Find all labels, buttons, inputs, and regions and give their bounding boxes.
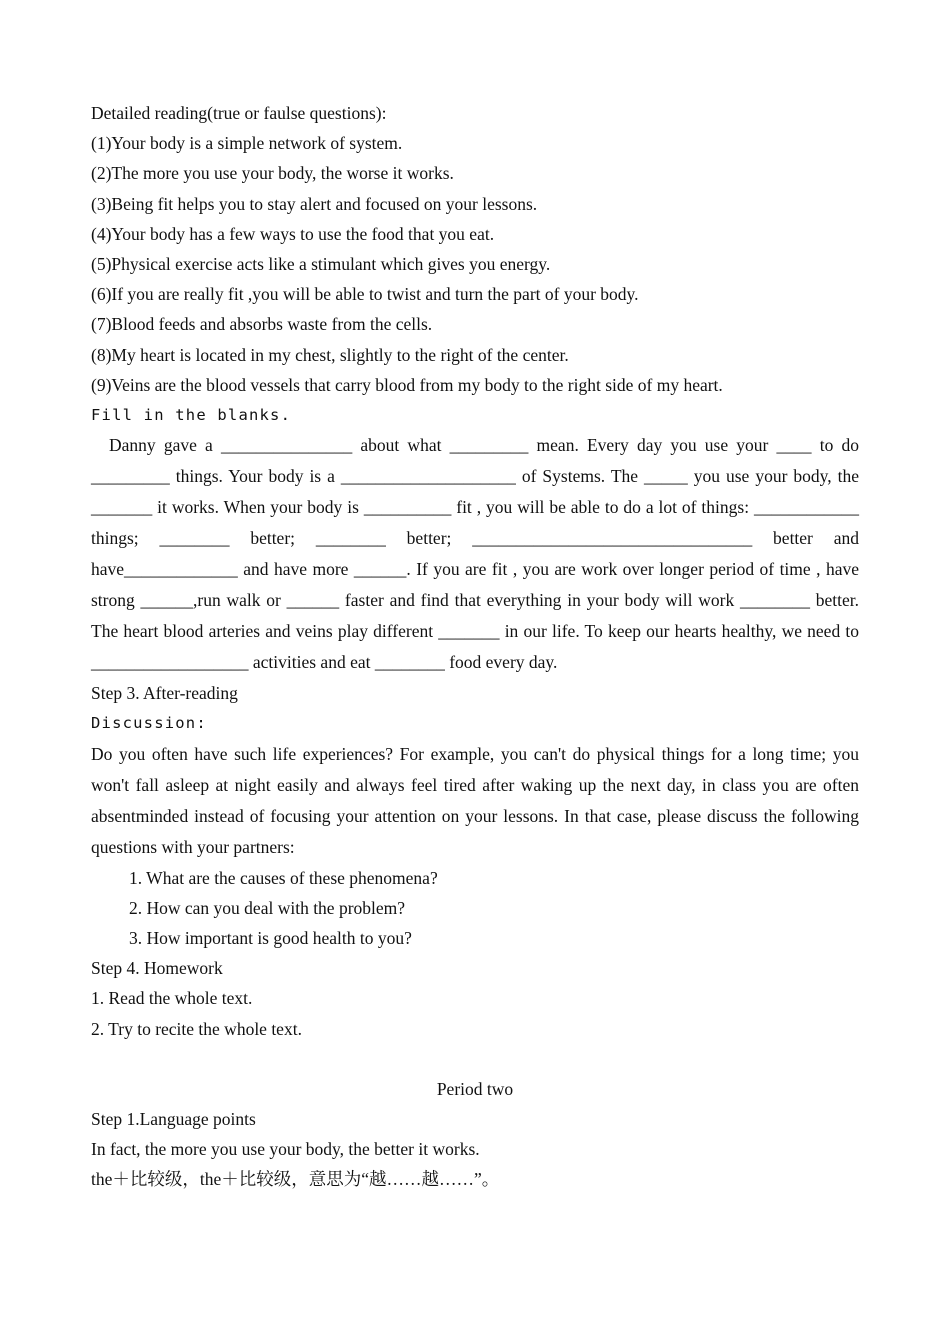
fill-blanks-paragraph: Danny gave a _______________ about what _________ mean. Every day you use your ____ to do _________ things. Your body is a ____________________ of Systems. The _____ you use your body, the _______ it works. When your body is __________ fit , you will be able to do a lot of things: ____________ things; ________ better; ________ better; ________________________________ better and have_____________ and have more ______. If you are fit , you are work over longer period of time , have strong ______,run walk or ______ faster and find that everything in your body will work ________ better. The heart blood arteries and veins play different _______ in our life. To keep our hearts healthy, we need to __________________ activities and eat ________ food every day. xyxy=(91,435,859,673)
question-item: (7)Blood feeds and absorbs waste from the cells. xyxy=(91,314,433,335)
example-sentence: In fact, the more you use your body, the better it works. xyxy=(91,1139,480,1160)
question-item: (6)If you are really fit ,you will be able to twist and turn the part of your body. xyxy=(91,284,639,305)
detailed-reading-heading: Detailed reading(true or faulse questions): xyxy=(91,103,387,123)
discussion-paragraph: Do you often have such life experiences? For example, you can't do physical things for a long time; you won't fall asleep at night easily and always feel tired after waking up the next day, in class you are often absentminded instead of focusing your attention on your lessons. In that case, please discuss the following questions with your partners: xyxy=(91,743,859,857)
period-two-title: Period two xyxy=(436,1078,514,1099)
homework-item: 1. Read the whole text. xyxy=(91,988,253,1009)
blank-line xyxy=(91,1044,859,1074)
question-item: (3)Being fit helps you to stay alert and focused on your lessons. xyxy=(91,193,538,214)
homework-item: 2. Try to recite the whole text. xyxy=(91,1018,302,1039)
step3-heading: Step 3. After-reading xyxy=(91,683,238,704)
document-page xyxy=(91,98,859,1195)
fill-blanks-heading: Fill in the blanks. xyxy=(91,406,292,425)
language-points-heading: Step 1.Language points xyxy=(91,1109,256,1130)
question-item: (9)Veins are the blood vessels that carry blood from my body to the right side of my heart. xyxy=(91,374,723,395)
question-item: (5)Physical exercise acts like a stimulant which gives you energy. xyxy=(91,254,551,275)
discussion-question: 3. How important is good health to you? xyxy=(129,928,412,949)
question-item: (2)The more you use your body, the worse it works. xyxy=(91,163,454,184)
discussion-question: 1. What are the causes of these phenomena? xyxy=(129,867,438,888)
question-item: (1)Your body is a simple network of system. xyxy=(91,133,403,154)
discussion-label: Discussion: xyxy=(91,714,207,733)
question-item: (4)Your body has a few ways to use the food that you eat. xyxy=(91,223,495,244)
step4-heading: Step 4. Homework xyxy=(91,958,223,979)
question-item: (8)My heart is located in my chest, slightly to the right of the center. xyxy=(91,344,569,365)
discussion-question: 2. How can you deal with the problem? xyxy=(129,897,406,918)
grammar-note: the＋比较级，the＋比较级，意思为“越……越……”。 xyxy=(91,1169,500,1190)
